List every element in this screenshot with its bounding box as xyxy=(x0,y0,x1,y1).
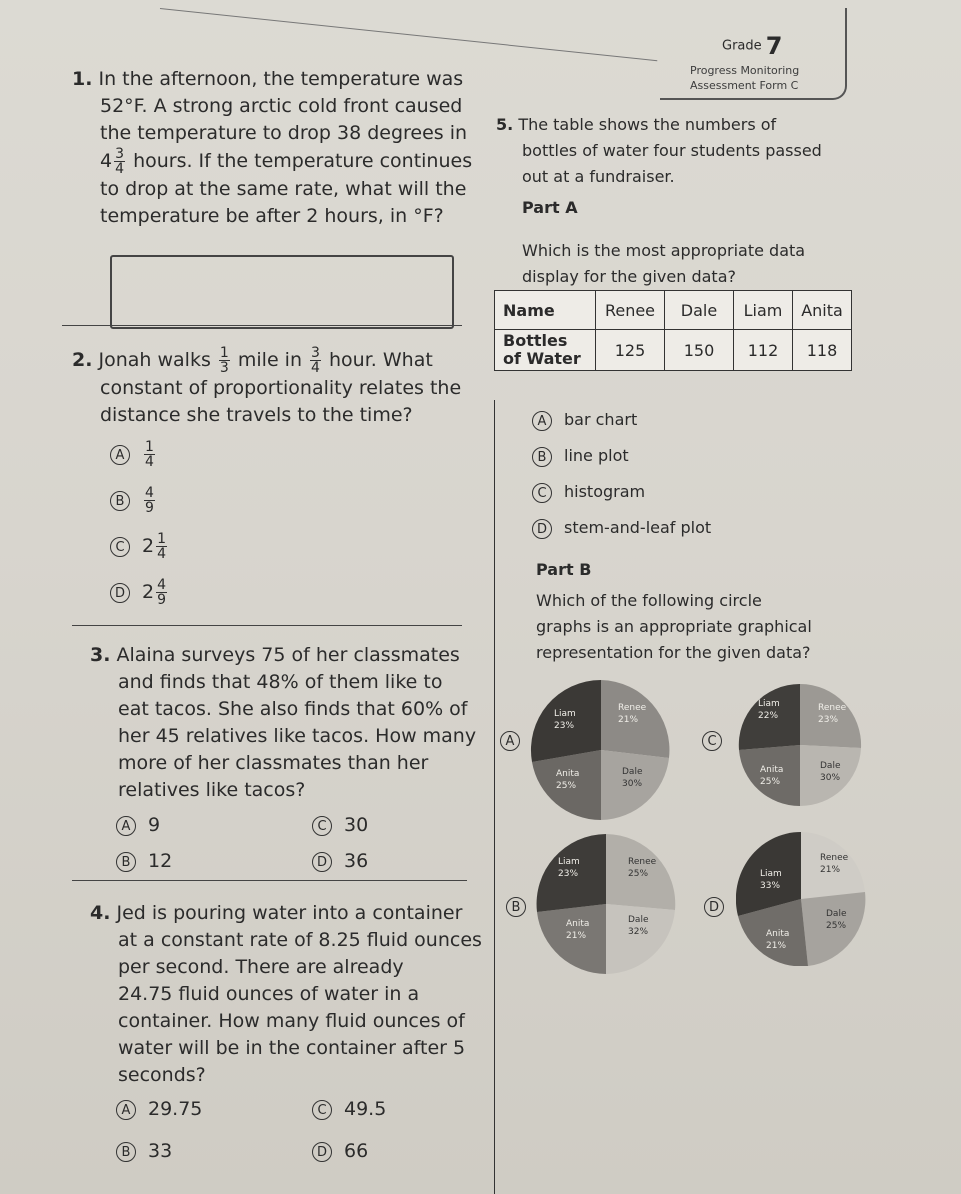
q2-option-d[interactable]: D 2 $\frac{4}{9}$ xyxy=(110,578,169,607)
option-d-bubble[interactable]: D xyxy=(312,1142,332,1162)
option-a-bubble[interactable]: A xyxy=(110,445,130,465)
q2-option-c[interactable]: C 2 $\frac{1}{4}$ xyxy=(110,532,169,561)
option-c-bubble[interactable]: C xyxy=(110,537,130,557)
q2-option-a[interactable]: A $\frac{1}{4}$ xyxy=(110,440,157,469)
option-b-bubble[interactable]: B xyxy=(116,852,136,872)
pie-label: 30% xyxy=(622,779,643,789)
header-subtitle-2: Assessment Form C xyxy=(690,79,799,92)
pie-label: Renee xyxy=(628,857,657,867)
pie-label: 21% xyxy=(820,865,841,875)
pie-chart-c xyxy=(738,684,862,806)
part-a-option-a[interactable]: A bar chart xyxy=(532,410,637,431)
table-name-cell: Liam xyxy=(734,291,793,330)
question-2: 2. Jonah walks $\frac{1}{3}$ mile in $\frac{3}{4}$ hour. What constant of proportionality relates the distance she travels to the time? xyxy=(72,346,492,429)
pie-chart-b xyxy=(536,834,676,974)
pie-label: Anita xyxy=(566,919,590,929)
table-name-cell: Dale xyxy=(665,291,734,330)
option-b-bubble[interactable]: B xyxy=(116,1142,136,1162)
pie-label: Dale xyxy=(628,915,649,925)
pie-label: 21% xyxy=(618,715,639,725)
question-4: 4. Jed is pouring water into a container at a constant rate of 8.25 fluid ounces per second. There are already 24.75 fluid ounces of water in a container. How many fluid ounces of water will be in the container after 5 seconds? xyxy=(90,900,490,1089)
question-5: 5. The table shows the numbers of bottles of water four students passed out at a fundraiser. xyxy=(496,112,856,190)
option-c-bubble[interactable]: C xyxy=(702,731,722,751)
option-a-bubble[interactable]: A xyxy=(500,731,520,751)
option-b-bubble[interactable]: B xyxy=(532,447,552,467)
pie-chart-d xyxy=(736,832,866,966)
q3-line-4: her 45 relatives like tacos. How many xyxy=(118,725,477,747)
q3-option-c[interactable]: C 30 xyxy=(312,812,368,839)
table-value-cell: 118 xyxy=(793,330,852,371)
pie-label: 30% xyxy=(820,773,841,783)
q1-mixed-whole: 4 xyxy=(100,150,113,172)
q4-option-a[interactable]: A 29.75 xyxy=(116,1096,202,1123)
pie-label: 21% xyxy=(566,931,587,941)
q4-line-4: 24.75 fluid ounces of water in a xyxy=(118,983,420,1005)
pie-label: Liam xyxy=(558,857,580,867)
part-a-option-d[interactable]: D stem-and-leaf plot xyxy=(532,518,711,539)
pie-label: 23% xyxy=(818,715,839,725)
q3-option-a[interactable]: A 9 xyxy=(116,812,160,839)
question-4-number: 4. xyxy=(90,902,111,924)
q1-line-5: to drop at the same rate, what will the xyxy=(100,178,467,200)
option-d-bubble[interactable]: D xyxy=(312,852,332,872)
q3-line-5: more of her classmates than her xyxy=(118,752,429,774)
q1-line-1: In the afternoon, the temperature was xyxy=(98,68,464,90)
part-b-prompt: Which of the following circle graphs is an appropriate graphical representation for the given data? xyxy=(536,591,812,662)
pie-label: 33% xyxy=(760,881,781,891)
pie-label: Renee xyxy=(818,703,847,713)
option-a-bubble[interactable]: A xyxy=(116,1100,136,1120)
table-name-cell: Anita xyxy=(793,291,852,330)
pie-label: Anita xyxy=(766,929,790,939)
question-1-number: 1. xyxy=(72,68,93,90)
q3-line-2: and finds that 48% of them like to xyxy=(118,671,443,693)
table-name-cell: Renee xyxy=(596,291,665,330)
table-header-name: Name xyxy=(495,291,596,330)
pie-label: 25% xyxy=(556,781,577,791)
q4-option-d[interactable]: D 66 xyxy=(312,1138,368,1165)
q3-line-3: eat tacos. She also finds that 60% of xyxy=(118,698,468,720)
pie-chart-a xyxy=(530,680,672,820)
pie-label: 22% xyxy=(758,711,779,721)
question-5-number: 5. xyxy=(496,115,514,134)
q5-line-3: out at a fundraiser. xyxy=(522,167,675,186)
q5-line-2: bottles of water four students passed xyxy=(522,141,822,160)
column-divider xyxy=(494,400,495,1194)
pie-option-a[interactable] xyxy=(500,730,532,751)
pie-option-b[interactable] xyxy=(506,896,538,917)
pie-label: Anita xyxy=(556,769,580,779)
pie-label: Renee xyxy=(618,703,647,713)
q4-option-b[interactable]: B 33 xyxy=(116,1138,172,1165)
pie-label: 25% xyxy=(628,869,649,879)
q1-answer-box[interactable] xyxy=(110,255,454,329)
table-value-cell: 125 xyxy=(596,330,665,371)
bottles-table xyxy=(494,290,852,371)
part-b-heading: Part B xyxy=(536,560,592,579)
pie-label: Liam xyxy=(758,699,780,709)
pie-label: 23% xyxy=(558,869,579,879)
q2-line-2: constant of proportionality relates the xyxy=(100,377,462,399)
q2-fraction-2: $\frac{3}{4}$ xyxy=(311,345,320,376)
divider-2 xyxy=(72,625,462,626)
question-1 xyxy=(72,66,492,230)
option-a-bubble[interactable]: A xyxy=(116,816,136,836)
q4-line-3: per second. There are already xyxy=(118,956,404,978)
question-2-number: 2. xyxy=(72,349,93,371)
top-edge-line xyxy=(160,8,657,61)
divider-3 xyxy=(72,880,467,881)
part-a-option-b[interactable]: B line plot xyxy=(532,446,629,467)
part-a-option-c[interactable]: C histogram xyxy=(532,482,645,503)
pie-label: Liam xyxy=(554,709,576,719)
question-3: 3. Alaina surveys 75 of her classmates and finds that 48% of them like to eat tacos. She also finds that 60% of her 45 relatives like tacos. How many more of her classmates than her relatives like tacos? xyxy=(90,642,490,804)
grade-number: 7 xyxy=(765,32,783,60)
pie-option-c[interactable] xyxy=(702,730,734,751)
pie-label: 23% xyxy=(554,721,575,731)
q1-line-6: temperature be after 2 hours, in °F? xyxy=(100,205,444,227)
header-subtitle-1: Progress Monitoring xyxy=(690,64,800,77)
q2-line-3: distance she travels to the time? xyxy=(100,404,413,426)
table-value-cell: 150 xyxy=(665,330,734,371)
q4-option-c[interactable]: C 49.5 xyxy=(312,1096,386,1123)
pie-label: Dale xyxy=(826,909,847,919)
pie-label: Dale xyxy=(820,761,841,771)
option-b-bubble[interactable]: B xyxy=(110,491,130,511)
option-c-bubble[interactable]: C xyxy=(312,1100,332,1120)
q2-option-b[interactable]: B $\frac{4}{9}$ xyxy=(110,486,157,515)
pie-c-slice-anita xyxy=(739,745,800,806)
q4-line-2: at a constant rate of 8.25 fluid ounces xyxy=(118,929,482,951)
q1-line-2: 52°F. A strong arctic cold front caused xyxy=(100,95,463,117)
part-a-prompt: Which is the most appropriate data display for the given data? xyxy=(522,241,806,286)
option-d-bubble[interactable]: D xyxy=(532,519,552,539)
pie-label: 25% xyxy=(760,777,781,787)
q4-line-6: water will be in the container after 5 xyxy=(118,1037,466,1059)
q1-mixed-fraction: $\frac{3}{4}$ xyxy=(115,146,125,177)
q3-option-d[interactable]: D 36 xyxy=(312,848,368,875)
q3-option-b[interactable]: B 12 xyxy=(116,848,172,875)
pie-label: Anita xyxy=(760,765,784,775)
grade-label: Grade 7 xyxy=(722,32,783,60)
option-b-bubble[interactable]: B xyxy=(506,897,526,917)
q2-fraction-1: $\frac{1}{3}$ xyxy=(219,345,229,376)
pie-label: Liam xyxy=(760,869,782,879)
option-c-bubble[interactable]: C xyxy=(532,483,552,503)
pie-label: 21% xyxy=(766,941,787,951)
q1-line-3: the temperature to drop 38 degrees in xyxy=(100,122,468,144)
option-c-bubble[interactable]: C xyxy=(312,816,332,836)
table-header-bottles: Bottles of Water xyxy=(495,330,596,371)
part-a-heading: Part A xyxy=(522,198,578,217)
option-a-bubble[interactable]: A xyxy=(532,411,552,431)
pie-label: 32% xyxy=(628,927,649,937)
q4-line-7: seconds? xyxy=(118,1064,206,1086)
q1-line-4: 4 $\frac{3}{4}$ hours. If the temperature continues xyxy=(100,146,473,177)
q4-line-5: container. How many fluid ounces of xyxy=(118,1010,465,1032)
divider-1 xyxy=(62,325,462,326)
q3-line-6: relatives like tacos? xyxy=(118,779,306,801)
option-d-bubble[interactable]: D xyxy=(704,897,724,917)
option-d-bubble[interactable]: D xyxy=(110,583,130,603)
question-3-number: 3. xyxy=(90,644,111,666)
pie-label: 25% xyxy=(826,921,847,931)
pie-label: Dale xyxy=(622,767,643,777)
table-value-cell: 112 xyxy=(734,330,793,371)
pie-label: Renee xyxy=(820,853,849,863)
pie-option-d[interactable] xyxy=(704,896,736,917)
